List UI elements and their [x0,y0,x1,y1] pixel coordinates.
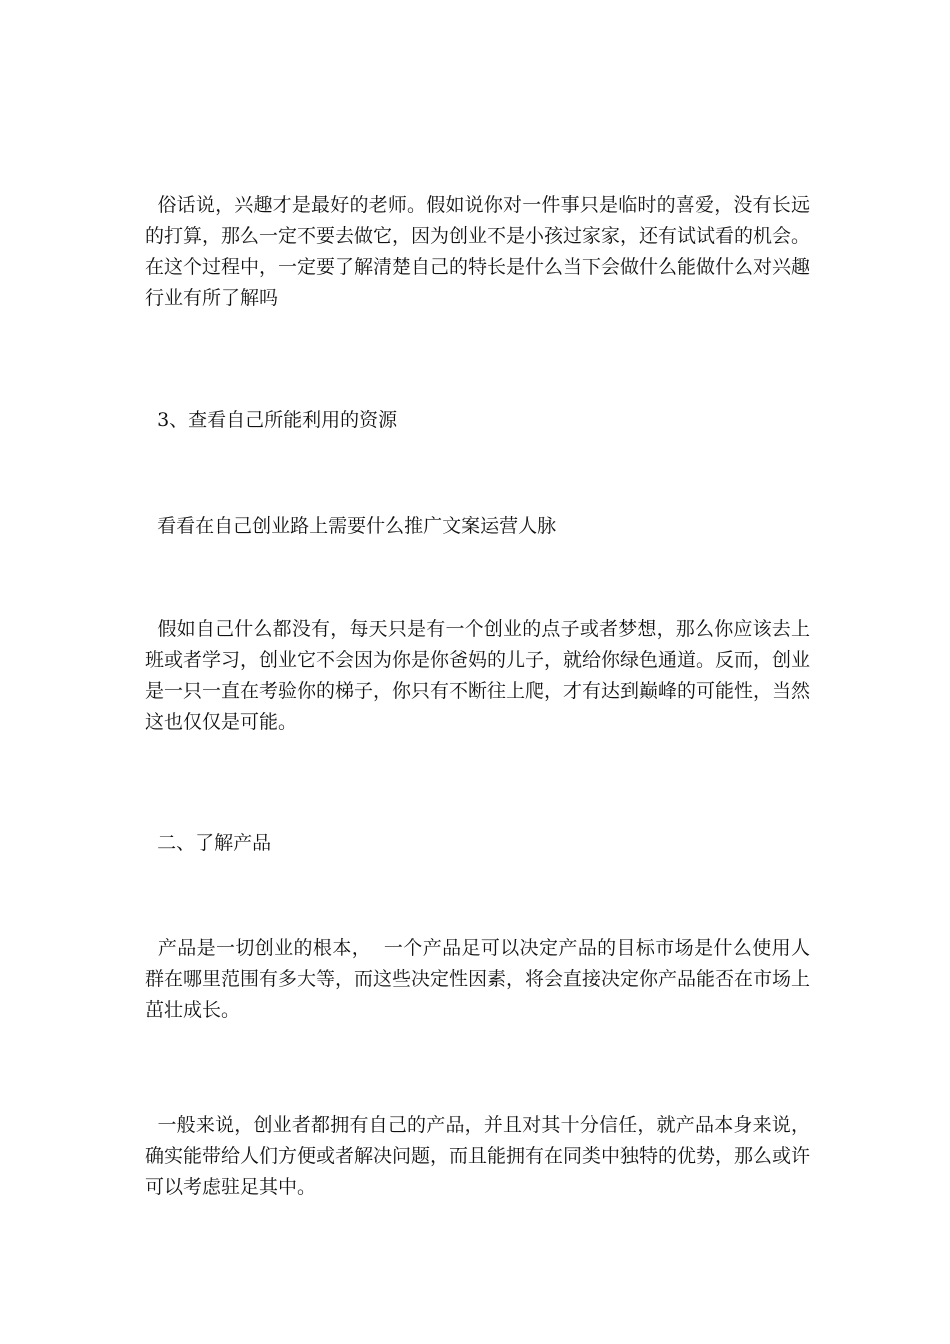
paragraph-interest: 俗话说，兴趣才是最好的老师。假如说你对一件事只是临时的喜爱，没有长远的打算，那么一定不要去做它，因为创业不是小孩过家家，还有试试看的机会。在这个过程中，一定要了解清楚自己的特长是什么当下会做什么能做什么对兴趣行业有所了解吗 [145,194,811,309]
paragraph-needs: 看看在自己创业路上需要什么推广文案运营人脉 [145,515,557,537]
paragraph-nothing: 假如自己什么都没有，每天只是有一个创业的点子或者梦想，那么你应该去上班或者学习，创业它不会因为你是你爸妈的儿子，就给你绿色通道。反而，创业是一只一直在考验你的梯子，你只有不断往上爬，才有达到巅峰的可能性，当然这也仅仅是可能。 [145,618,811,733]
paragraph-product-root: 产品是一切创业的根本， 一个产品足可以决定产品的目标市场是什么使用人群在哪里范围有多大等，而这些决定性因素，将会直接决定你产品能否在市场上茁壮成长。 [145,937,811,1021]
heading-understand-product: 二、了解产品 [145,832,272,854]
heading-resources: 3、查看自己所能利用的资源 [145,409,398,431]
paragraph-founders-products: 一般来说，创业者都拥有自己的产品，并且对其十分信任，就产品本身来说，确实能带给人们方便或者解决问题，而且能拥有在同类中独特的优势，那么或许可以考虑驻足其中。 [145,1114,811,1198]
